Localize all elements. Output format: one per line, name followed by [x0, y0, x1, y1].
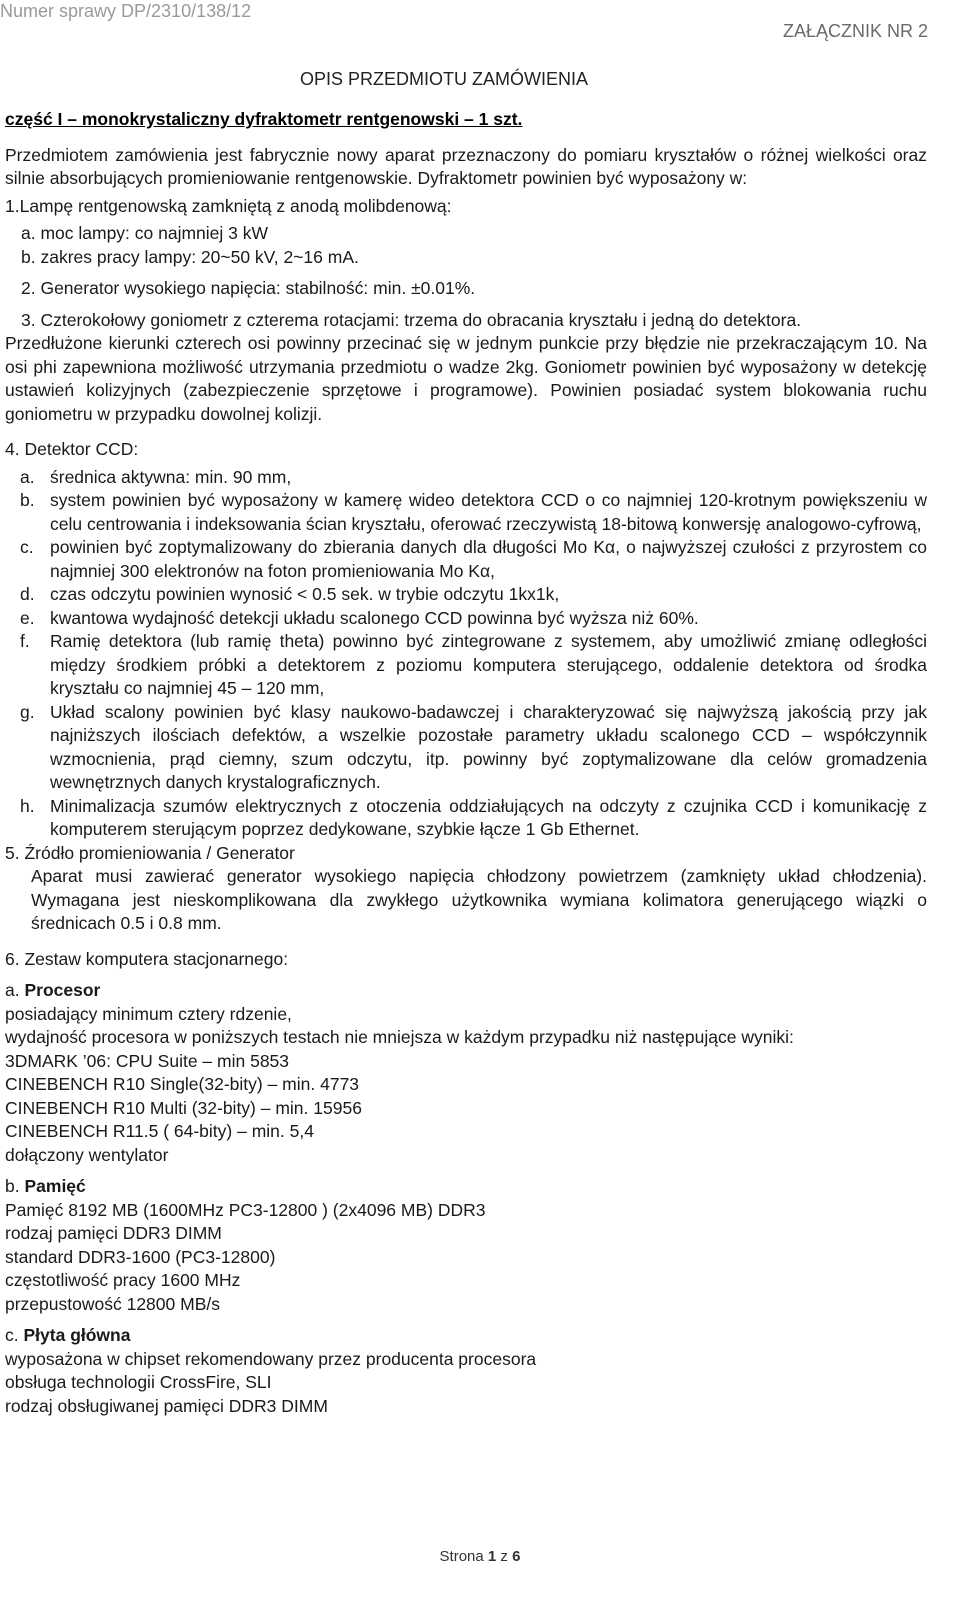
part-title: część I – monokrystaliczny dyfraktometr rentgenowski – 1 szt. [5, 109, 523, 129]
page-footer [0, 1548, 960, 1565]
memory-heading: b. Pamięć [5, 1176, 86, 1196]
item2: 2. Generator wysokiego napięcia: stabilność: min. ±0.01%. [21, 278, 476, 298]
list-item: h. Minimalizacja szumów elektrycznych z otoczenia oddziałujących na odczyty z czujnika CCD i komunikację z komputerem sterującym poprzez dedykowane, szybkie łącze 1 Gb Ethernet. [20, 795, 927, 839]
processor-line: dołączony wentylator [5, 1144, 169, 1165]
annex-label: ZAŁĄCZNIK NR 2 [782, 21, 928, 41]
processor-line: CINEBENCH R11.5 ( 64-bity) – min. 5,4 [5, 1121, 314, 1141]
memory-line: rodzaj pamięci DDR3 DIMM [5, 1223, 222, 1243]
list-item: f. Ramię detektora (lub ramię theta) powinno być zintegrowane z systemem, aby umożliwić zmianę odległości między środkiem próbki a detektorem z poziomu komputera sterującego, oddalenie detektora od środka kryształu co najmniej 45 – 120 mm, [20, 631, 927, 698]
processor-line: CINEBENCH R10 Single(32-bity) – min. 4773 [5, 1074, 360, 1094]
motherboard-heading: c. Płyta główna [5, 1325, 131, 1345]
current-page: 1 [487, 1548, 497, 1565]
list-item: e. kwantowa wydajność detekcji układu scalonego CCD powinna być wyższa niż 60%. [20, 607, 699, 628]
detector-list [5, 466, 927, 842]
case-number: Numer sprawy DP/2310/138/12 [0, 1, 252, 21]
memory-line: przepustowość 12800 MB/s [5, 1293, 220, 1314]
motherboard-line: wyposażona w chipset rekomendowany przez producenta procesora [5, 1348, 537, 1369]
list-item: b. system powinien być wyposażony w kamerę wideo detektora CCD o co najmniej 120-krotnym powiększeniu w celu centrowania i indeksowania ścian kryształu, oferować rzeczywistą 18-bitową konwersję analogowo-cyfrową, [20, 490, 927, 534]
item6-title: 6. Zestaw komputera stacjonarnego: [5, 948, 289, 969]
document-body [5, 108, 927, 1418]
processor-line: 3DMARK ’06: CPU Suite – min 5853 [5, 1050, 290, 1071]
document-title: OPIS PRZEDMIOTU ZAMÓWIENIA [300, 69, 589, 89]
memory-line: standard DDR3-1600 (PC3-12800) [5, 1246, 276, 1267]
item5-text: Aparat musi zawierać generator wysokiego napięcia chłodzony powietrzem (zamknięty układ chłodzenia). Wymagana jest nieskomplikowana dla zwykłego użytkownika wymiana kolimatora generującego wiązki o średnicach 0.5 i 0.8 mm. [31, 866, 927, 933]
item3-title: 3. Czterokołowy goniometr z czterema rotacjami: trzema do obracania kryształu i jedną do detektora. [21, 309, 802, 330]
processor-line: CINEBENCH R10 Multi (32-bity) – min. 15956 [5, 1097, 362, 1118]
memory-line: częstotliwość pracy 1600 MHz [5, 1270, 241, 1290]
total-pages: 6 [512, 1548, 521, 1565]
item3-text: Przedłużone kierunki czterech osi powinny przecinać się w jednym punkcie przy błędzie nie przekraczającym 10. Na osi phi zapewniona możliwość utrzymania przedmiotu o wadze 2kg. Goniometr powinien być wyposażony w detekcję ustawień kolizyjnych (zabezpieczenie sprzętowe i programowe). Powinien posiadać system blokowania ruchu goniometru w przypadku dowolnej kolizji. [5, 333, 927, 424]
item1-sub-b: b. zakres pracy lampy: 20~50 kV, 2~16 mA. [21, 246, 359, 267]
memory-line: Pamięć 8192 MB (1600MHz PC3-12800 ) (2x4096 MB) DDR3 [5, 1199, 486, 1220]
motherboard-line: rodzaj obsługiwanej pamięci DDR3 DIMM [5, 1395, 328, 1416]
list-item: a. średnica aktywna: min. 90 mm, [20, 466, 292, 487]
intro-paragraph: Przedmiotem zamówienia jest fabrycznie nowy aparat przeznaczony do pomiaru kryształów o różnej wielkości oraz silnie absorbujących promieniowanie rentgenowskie. Dyfraktometr powinien być wyposażony w: [5, 144, 927, 188]
item4-title: 4. Detektor CCD: [5, 439, 139, 459]
list-item: d. czas odczytu powinien wynosić < 0.5 sek. w trybie odczytu 1kx1k, [20, 584, 560, 604]
list-item: c. powinien być zoptymalizowany do zbierania danych dla długości Mo Kα, o najwyższej czułości z przyrostem co najmniej 300 elektronów na foton promieniowania Mo Kα, [20, 537, 927, 581]
processor-line: wydajność procesora w poniższych testach nie mniejsza w każdym przypadku niż następujące wyniki: [5, 1027, 794, 1047]
motherboard-line: obsługa technologii CrossFire, SLI [5, 1372, 272, 1392]
page-separator: z [496, 1548, 513, 1565]
processor-line: posiadający minimum cztery rdzenie, [5, 1003, 292, 1024]
item5-title: 5. Źródło promieniowania / Generator [5, 842, 295, 863]
item1-title: 1.Lampę rentgenowską zamkniętą z anodą molibdenową: [5, 195, 452, 216]
page-label: Strona [439, 1548, 488, 1565]
processor-heading: a. Procesor [5, 980, 101, 1000]
item1-sub-a: a. moc lampy: co najmniej 3 kW [21, 223, 269, 243]
list-item: g. Układ scalony powinien być klasy naukowo-badawczej i charakteryzować się najwyższą jakością przy jak najniższych ilościach defektów, a wszelkie pozostałe parametry układu scalonego CCD – współczynnik wzmocnienia, prąd ciemny, szum odczytu, itp. powinny być zoptymalizowane dla celów gromadzenia wewnętrznych danych krystalograficznych. [20, 701, 927, 792]
